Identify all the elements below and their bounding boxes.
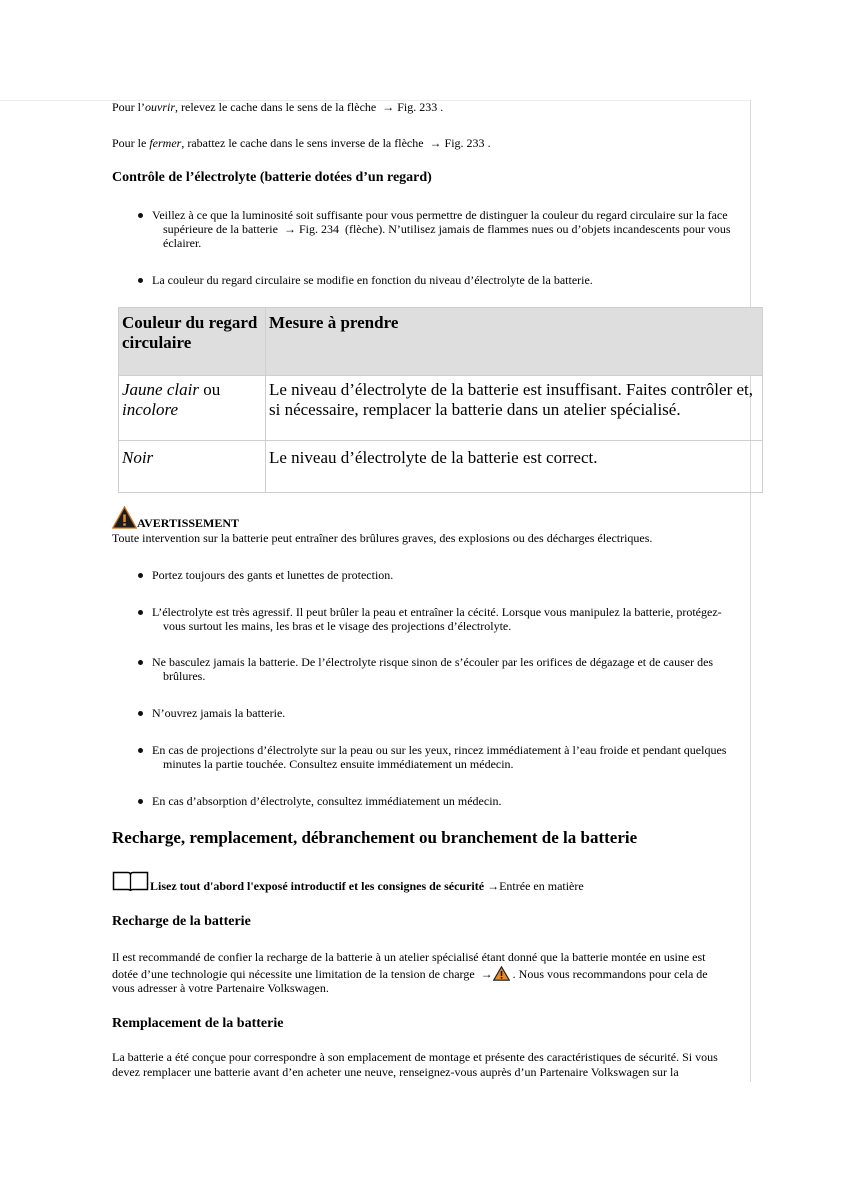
action-line: Le niveau d’électrolyte de la batterie est insuffisant. Faites contrôler et, <box>269 380 754 399</box>
open-instruction <box>112 100 443 114</box>
text: Pour le <box>112 136 150 150</box>
charging-heading: Recharge de la batterie <box>112 914 251 929</box>
book-icon <box>112 870 149 892</box>
bullet-line: La couleur du regard circulaire se modifie en fonction du niveau d’électrolyte de la batterie. <box>152 273 593 287</box>
bullet-icon <box>138 748 143 753</box>
figure-link[interactable]: → Fig. 233 <box>382 100 438 114</box>
cell-action <box>266 441 763 493</box>
header-action: Mesure à prendre <box>266 308 763 376</box>
emphasis: ouvrir <box>145 100 175 114</box>
table-header-row <box>119 308 763 376</box>
paragraph-line: devez remplacer une batterie avant d’en acheter une neuve, renseignez-vous auprès d’un Partenaire Volkswagen sur la <box>112 1065 679 1079</box>
bullet-icon <box>138 573 143 578</box>
warning-bullet-line: L’électrolyte est très agressif. Il peut brûler la peau et entraîner la cécité. Lorsque vous manipulez la batterie, protégez- <box>152 605 722 619</box>
header-color: Couleur du regard circulaire <box>119 308 266 376</box>
paragraph-line <box>112 966 708 981</box>
paragraph-line: La batterie a été conçue pour correspondre à son emplacement de montage et présente des caractéristiques de sécurité. Si vous <box>112 1050 718 1064</box>
emphasis: fermer <box>149 136 182 150</box>
text: . <box>437 100 444 114</box>
read-first-note <box>150 879 584 893</box>
text: , relevez le cache dans le sens de la flèche <box>175 100 383 114</box>
warning-bullet-line: vous surtout les mains, les bras et le visage des projections d’électrolyte. <box>163 619 512 633</box>
text: (flèche). N’utilisez jamais de flammes nues ou d’objets incandescents pour vous <box>338 222 731 236</box>
bullet-icon <box>138 711 143 716</box>
bullet-line: éclairer. <box>163 236 202 250</box>
action-line: si nécessaire, remplacer la batterie dans un atelier spécialisé. <box>269 400 681 419</box>
text: dotée d’une technologie qui nécessite une limitation de la tension de charge → <box>112 967 493 981</box>
cell-color <box>119 441 266 493</box>
warning-bullet-line: minutes la partie touchée. Consultez ensuite immédiatement un médecin. <box>163 757 514 771</box>
bullet-icon <box>138 799 143 804</box>
read-first-text: Lisez tout d'abord l'exposé introductif et les consignes de sécurité <box>150 879 485 893</box>
color-value: Noir <box>122 448 154 467</box>
warning-bullet-line: N’ouvrez jamais la batterie. <box>152 706 286 720</box>
text: supérieure de la batterie <box>163 222 284 236</box>
warning-bullet-line: brûlures. <box>163 669 206 683</box>
text: . <box>484 136 491 150</box>
bullet-line: Veillez à ce que la luminosité soit suffisante pour vous permettre de distinguer la couleur du regard circulaire sur la face <box>152 208 728 222</box>
color-value: incolore <box>122 400 179 419</box>
table-row <box>119 441 763 493</box>
close-instruction <box>112 136 491 150</box>
paragraph-line: Il est recommandé de confier la recharge de la batterie à un atelier spécialisé étant donné que la batterie montée en usine est <box>112 950 706 964</box>
intro-link[interactable]: →Entrée en matière <box>484 879 584 893</box>
warning-bullet-line: Ne basculez jamais la batterie. De l’électrolyte risque sinon de s’écouler par les orifices de dégazage et de causer des <box>152 655 714 669</box>
conjunction: ou <box>198 380 221 399</box>
figure-link[interactable]: → Fig. 234 <box>283 222 339 236</box>
warning-triangle-icon <box>112 506 137 529</box>
electrolyte-color-table <box>118 307 763 493</box>
figure-link[interactable]: → Fig. 233 <box>429 136 485 150</box>
section-heading: Recharge, remplacement, débranchement ou branchement de la batterie <box>112 828 638 847</box>
bullet-icon <box>138 278 143 283</box>
bullet-icon <box>138 660 143 665</box>
warning-title: AVERTISSEMENT <box>137 516 240 530</box>
text: Pour l’ <box>112 100 145 114</box>
bullet-icon <box>138 610 143 615</box>
warning-bullet-line: En cas de projections d’électrolyte sur la peau ou sur les yeux, rincez immédiatement à l’eau froide et pendant quelques <box>152 743 727 757</box>
text: . Nous vous recommandons pour cela de <box>509 967 708 981</box>
electrolyte-heading: Contrôle de l’électrolyte (batterie dotées d’un regard) <box>112 170 432 185</box>
warning-intro: Toute intervention sur la batterie peut entraîner des brûlures graves, des explosions ou des décharges électriques. <box>112 531 653 545</box>
warning-triangle-icon[interactable] <box>493 966 510 981</box>
bullet-line <box>163 222 731 236</box>
table-row <box>119 376 763 441</box>
warning-bullet-line: Portez toujours des gants et lunettes de protection. <box>152 568 394 582</box>
action-line: Le niveau d’électrolyte de la batterie est correct. <box>269 448 598 467</box>
right-margin-rule <box>750 100 751 1082</box>
paragraph-line: vous adresser à votre Partenaire Volkswagen. <box>112 981 329 995</box>
warning-bullet-line: En cas d’absorption d’électrolyte, consultez immédiatement un médecin. <box>152 794 502 808</box>
text: , rabattez le cache dans le sens inverse de la flèche <box>181 136 430 150</box>
cell-color <box>119 376 266 441</box>
color-value: Jaune clair <box>122 380 199 399</box>
bullet-icon <box>138 213 143 218</box>
replacement-heading: Remplacement de la batterie <box>112 1016 284 1031</box>
cell-action <box>266 376 763 441</box>
